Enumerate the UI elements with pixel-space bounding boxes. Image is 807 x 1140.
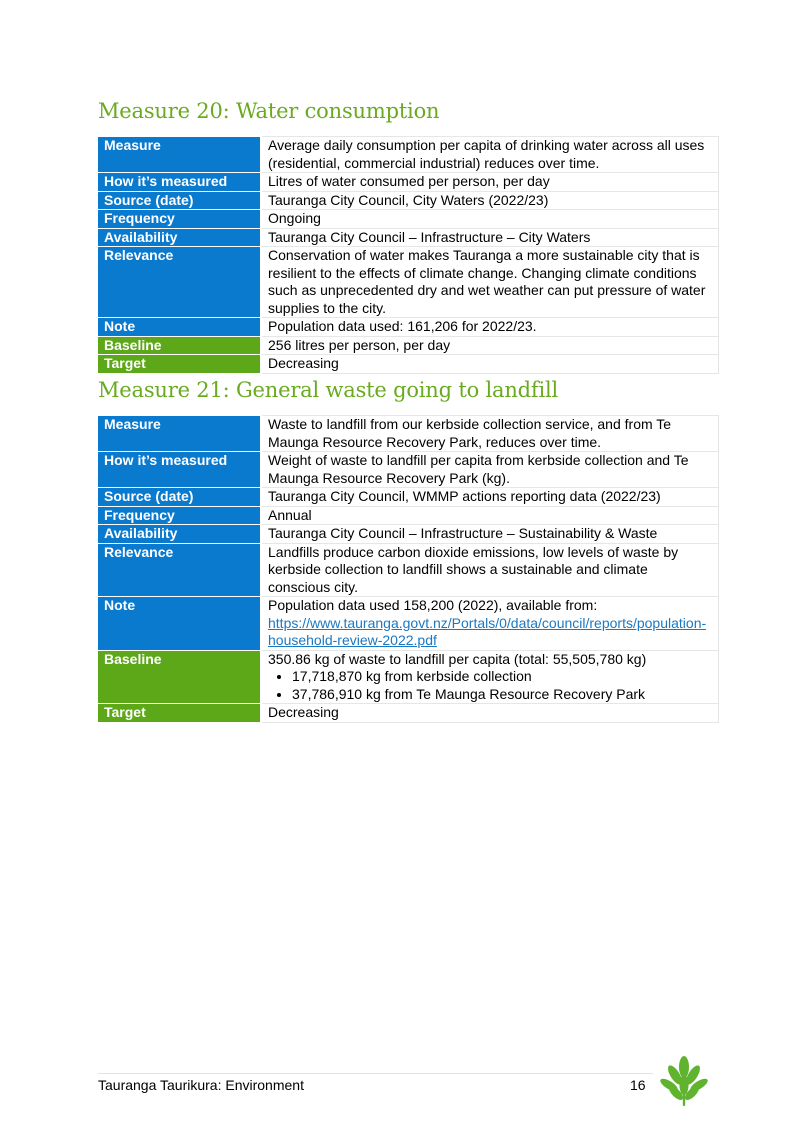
row-value: Population data used: 161,206 for 2022/23. <box>261 318 719 337</box>
row-label: How it’s measured <box>98 452 261 488</box>
table-row <box>98 228 719 247</box>
row-label: Note <box>98 318 261 337</box>
list-item: • 37,786,910 kg from Te Maunga Resource Recovery Park <box>292 686 712 704</box>
row-value: Litres of water consumed per person, per day <box>261 173 719 192</box>
table-row <box>98 452 719 488</box>
leaf-logo-icon <box>660 1055 708 1107</box>
measure-20-table <box>98 136 719 374</box>
list-item: • 17,718,870 kg from kerbside collection <box>292 668 712 686</box>
population-report-link[interactable]: https://www.tauranga.govt.nz/Portals/0/data/council/reports/population-household-review-2022.pdf <box>268 614 707 648</box>
table-row <box>98 355 719 374</box>
table-row <box>98 525 719 544</box>
table-row <box>98 318 719 337</box>
table-row <box>98 173 719 192</box>
footer-title: Tauranga Taurikura: Environment <box>98 1077 304 1093</box>
row-value <box>261 597 719 651</box>
row-value: Conservation of water makes Tauranga a more sustainable city that is resilient to the effects of climate change. Changing climate conditions such as unprecedented dry and wet weather can put pressure of water supplies to the city. <box>261 247 719 318</box>
baseline-text: 350.86 kg of waste to landfill per capita (total: 55,505,780 kg) <box>268 650 647 667</box>
row-value: Average daily consumption per capita of drinking water across all uses (residential, commercial industrial) reduces over time. <box>261 137 719 173</box>
row-value: Decreasing <box>261 355 719 374</box>
footer-divider <box>98 1073 653 1074</box>
row-label: Relevance <box>98 543 261 597</box>
table-row <box>98 191 719 210</box>
row-value: Annual <box>261 506 719 525</box>
row-value: Weight of waste to landfill per capita from kerbside collection and Te Maunga Resource Recovery Park (kg). <box>261 452 719 488</box>
table-row <box>98 336 719 355</box>
table-row <box>98 543 719 597</box>
row-label: Measure <box>98 137 261 173</box>
row-value <box>261 650 719 704</box>
page-number: 16 <box>630 1077 646 1093</box>
row-value: Tauranga City Council – Infrastructure – Sustainability & Waste <box>261 525 719 544</box>
measure-21-table <box>98 415 719 723</box>
row-label: Frequency <box>98 210 261 229</box>
row-label: Availability <box>98 228 261 247</box>
row-label: Availability <box>98 525 261 544</box>
measure-21-heading: Measure 21: General waste going to landfill <box>98 378 559 402</box>
row-value: Landfills produce carbon dioxide emissions, low levels of waste by kerbside collection to landfill shows a sustainable and climate conscious city. <box>261 543 719 597</box>
table-row <box>98 137 719 173</box>
table-row <box>98 704 719 723</box>
table-row <box>98 597 719 651</box>
row-value: Ongoing <box>261 210 719 229</box>
row-value: Waste to landfill from our kerbside collection service, and from Te Maunga Resource Recovery Park, reduces over time. <box>261 416 719 452</box>
row-label: Target <box>98 355 261 374</box>
row-value: 256 litres per person, per day <box>261 336 719 355</box>
row-label: Target <box>98 704 261 723</box>
row-value: Tauranga City Council, WMMP actions reporting data (2022/23) <box>261 488 719 507</box>
row-label: Source (date) <box>98 488 261 507</box>
row-label: Relevance <box>98 247 261 318</box>
table-row <box>98 650 719 704</box>
table-row <box>98 247 719 318</box>
row-value: Tauranga City Council – Infrastructure – City Waters <box>261 228 719 247</box>
row-label: Source (date) <box>98 191 261 210</box>
row-label: Measure <box>98 416 261 452</box>
row-value: Tauranga City Council, City Waters (2022/23) <box>261 191 719 210</box>
row-label: How it’s measured <box>98 173 261 192</box>
row-label: Baseline <box>98 336 261 355</box>
table-row <box>98 210 719 229</box>
table-row <box>98 488 719 507</box>
measure-20-heading: Measure 20: Water consumption <box>98 99 440 123</box>
row-label: Frequency <box>98 506 261 525</box>
table-row <box>98 416 719 452</box>
note-text: Population data used 158,200 (2022), available from: <box>268 597 598 613</box>
row-label: Baseline <box>98 650 261 704</box>
baseline-bullet-list <box>268 668 712 703</box>
row-value: Decreasing <box>261 704 719 723</box>
table-row <box>98 506 719 525</box>
row-label: Note <box>98 597 261 651</box>
